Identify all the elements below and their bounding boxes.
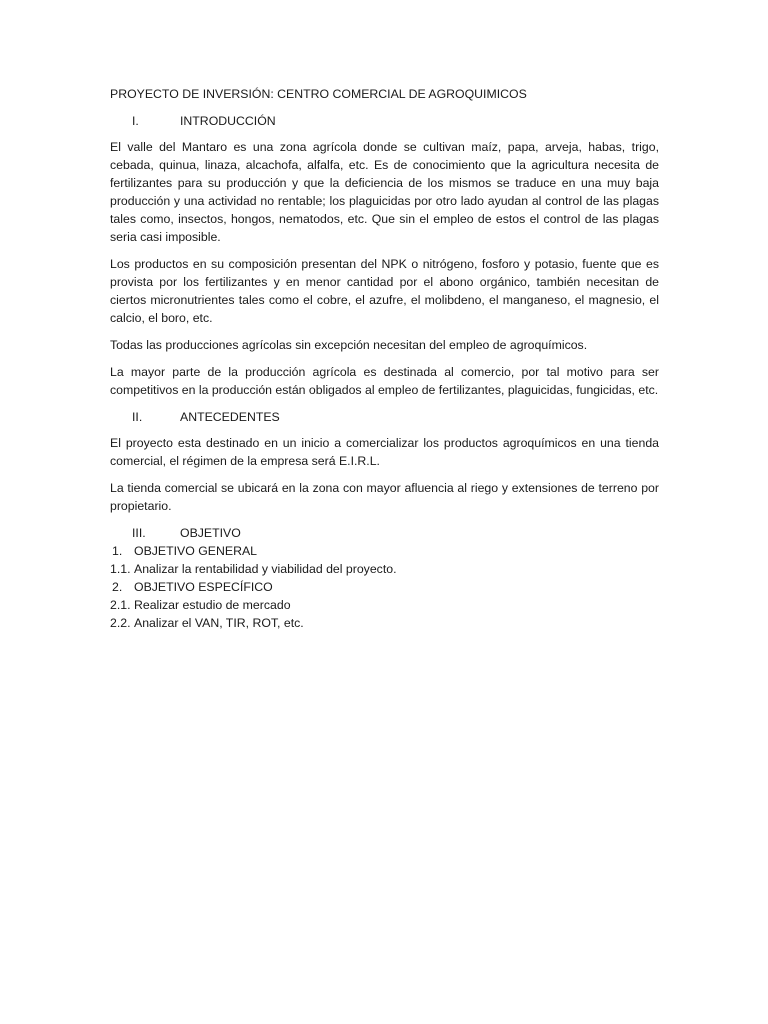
list-item [110,614,659,632]
list-item [110,560,659,578]
list-item-number: 2. [112,580,123,594]
section-number: III. [132,526,146,540]
section-title: ANTECEDENTES [180,410,280,424]
section-heading-antecedentes [132,408,659,426]
list-item-text: Analizar la rentabilidad y viabilidad del proyecto. [134,562,397,576]
list-item [110,596,659,614]
list-item [110,542,659,560]
list-item-text: OBJETIVO ESPECÍFICO [134,580,273,594]
list-item [110,578,659,596]
paragraph: El proyecto esta destinado en un inicio a comercializar los productos agroquímicos en una tienda comercial, el régimen de la empresa será E.I.R.L. [110,436,659,468]
paragraph: La mayor parte de la producción agrícola es destinada al comercio, por tal motivo para ser competitivos en la producción están obligados al empleo de fertilizantes, plaguicidas, fungicidas, etc. [110,365,659,397]
document-title: PROYECTO DE INVERSIÓN: CENTRO COMERCIAL DE AGROQUIMICOS [110,87,527,101]
section-number: I. [132,114,139,128]
list-item-text: Analizar el VAN, TIR, ROT, etc. [134,616,304,630]
paragraph: Todas las producciones agrícolas sin excepción necesitan del empleo de agroquímicos. [110,338,588,352]
section-heading-introduccion [132,112,659,130]
list-item-number: 1.1. [110,562,131,576]
objetivo-list [110,542,659,632]
list-item-number: 2.1. [110,598,131,612]
list-item-text: OBJETIVO GENERAL [134,544,257,558]
section-title: INTRODUCCIÓN [180,114,276,128]
section-title: OBJETIVO [180,526,241,540]
paragraph: El valle del Mantaro es una zona agrícola donde se cultivan maíz, papa, arveja, habas, trigo, cebada, quinua, linaza, alcachofa, alfalfa, etc. Es de conocimiento que la agricultura necesita de fertilizantes para su producción y que la deficiencia de los mismos se traduce en una muy baja producción y una actividad no rentable; los plaguicidas por otro lado ayudan al control de las plagas tales como, insectos, hongos, nematodos, etc. Que sin el empleo de estos el control de las plagas seria casi imposible. [110,140,659,244]
list-item-number: 2.2. [110,616,131,630]
section-number: II. [132,410,143,424]
list-item-text: Realizar estudio de mercado [134,598,291,612]
section-heading-objetivo [132,524,659,542]
list-item-number: 1. [112,544,123,558]
paragraph: Los productos en su composición presentan del NPK o nitrógeno, fosforo y potasio, fuente que es provista por los fertilizantes y en menor cantidad por el abono orgánico, también necesitan de ciertos micronutrientes tales como el cobre, el azufre, el molibdeno, el manganeso, el magnesio, el calcio, el boro, etc. [110,257,659,325]
paragraph: La tienda comercial se ubicará en la zona con mayor afluencia al riego y extensiones de terreno por propietario. [110,481,659,513]
